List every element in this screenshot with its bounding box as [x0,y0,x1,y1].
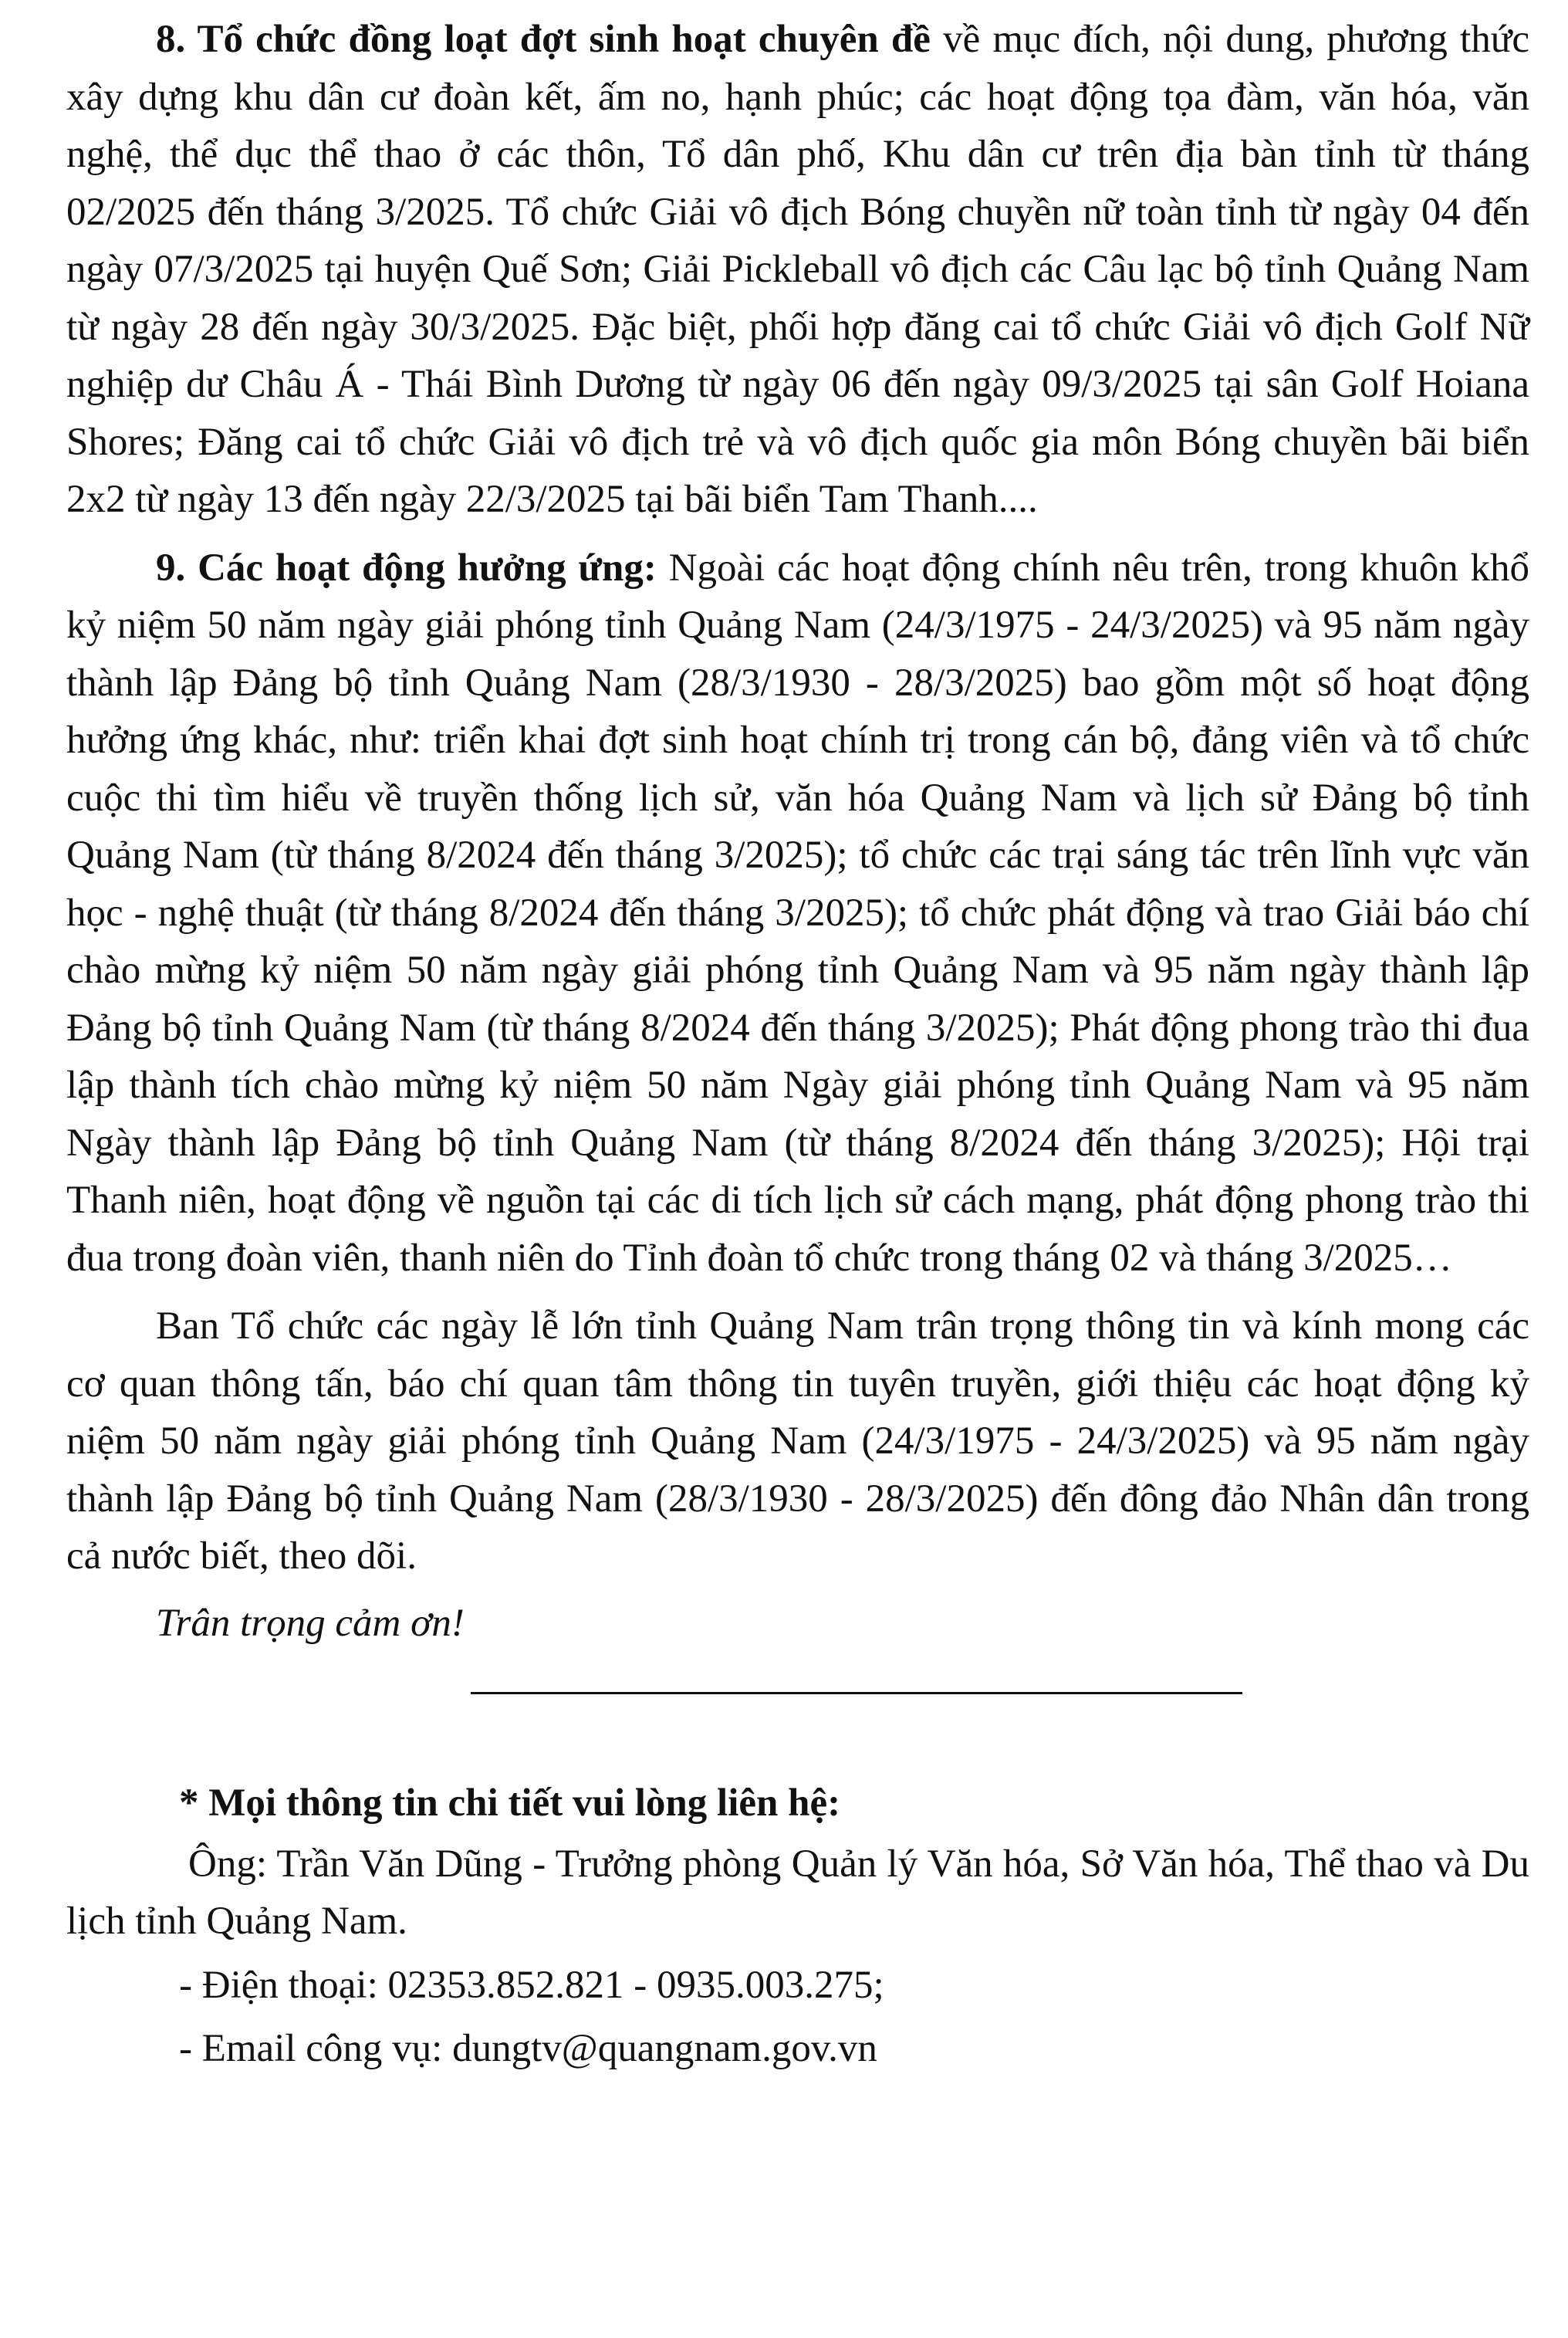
section-9-text: Ngoài các hoạt động chính nêu trên, trong khuôn khổ kỷ niệm 50 năm ngày giải phóng tỉnh Quảng Nam (24/3/1975 - 24/3/2025) và 95 năm ngày thành lập Đảng bộ tỉnh Quảng Nam (28/3/1930 - 28/3/2025) bao gồm một số hoạt động hưởng ứng khác, như: triển khai đợt sinh hoạt chính trị trong cán bộ, đảng viên và tổ chức cuộc thi tìm hiểu về truyền thống lịch sử, văn hóa Quảng Nam và lịch sử Đảng bộ tỉnh Quảng Nam (từ tháng 8/2024 đến tháng 3/2025); tổ chức các trại sáng tác trên lĩnh vực văn học - nghệ thuật (từ tháng 8/2024 đến tháng 3/2025); tổ chức phát động và trao Giải báo chí chào mừng kỷ niệm 50 năm ngày giải phóng tỉnh Quảng Nam và 95 năm ngày thành lập Đảng bộ tỉnh Quảng Nam (từ tháng 8/2024 đến tháng 3/2025); Phát động phong trào thi đua lập thành tích chào mừng kỷ niệm 50 năm Ngày giải phóng tỉnh Quảng Nam và 95 năm Ngày thành lập Đảng bộ tỉnh Quảng Nam (từ tháng 8/2024 đến tháng 3/2025); Hội trại Thanh niên, hoạt động về nguồn tại các di tích lịch sử cách mạng, phát động phong trào thi đua trong đoàn viên, thanh niên do Tỉnh đoàn tổ chức trong tháng 02 và tháng 3/2025… [66,546,1529,1280]
contact-heading: * Mọi thông tin chi tiết vui lòng liên hệ: [179,1781,841,1825]
section-8-text: về mục đích, nội dung, phương thức xây dựng khu dân cư đoàn kết, ấm no, hạnh phúc; các hoạt động tọa đàm, văn hóa, văn nghệ, thể dục thể thao ở các thôn, Tổ dân phố, Khu dân cư trên địa bàn tỉnh từ tháng 02/2025 đến tháng 3/2025. Tổ chức Giải vô địch Bóng chuyền nữ toàn tỉnh từ ngày 04 đến ngày 07/3/2025 tại huyện Quế Sơn; Giải Pickleball vô địch các Câu lạc bộ tỉnh Quảng Nam từ ngày 28 đến ngày 30/3/2025. Đặc biệt, phối hợp đăng cai tổ chức Giải vô địch Golf Nữ nghiệp dư Châu Á - Thái Bình Dương từ ngày 06 đến ngày 09/3/2025 tại sân Golf Hoiana Shores; Đăng cai tổ chức Giải vô địch trẻ và vô địch quốc gia môn Bóng chuyền bãi biển 2x2 từ ngày 13 đến ngày 22/3/2025 tại bãi biển Tam Thanh.... [66,18,1529,521]
contact-person: Ông: Trần Văn Dũng - Trưởng phòng Quản lý Văn hóa, Sở Văn hóa, Thể thao và Du lịch tỉnh Quảng Nam. [66,1842,1529,1943]
section-8-lead: 8. Tổ chức đồng loạt đợt sinh hoạt chuyên đề [156,18,931,61]
thanks-line: Trân trọng cảm ơn! [156,1601,465,1645]
contact-email: - Email công vụ: dungtv@quangnam.gov.vn [179,2027,877,2070]
separator-rule [471,1692,1242,1694]
section-8-paragraph [66,11,1529,529]
contact-phone: - Điện thoại: 02353.852.821 - 0935.003.275; [179,1963,884,2007]
section-9-paragraph [66,540,1529,1287]
document-page [66,11,1529,2078]
closing-paragraph: Ban Tổ chức các ngày lễ lớn tỉnh Quảng Nam trân trọng thông tin và kính mong các cơ quan thông tấn, báo chí quan tâm thông tin tuyên truyền, giới thiệu các hoạt động kỷ niệm 50 năm ngày giải phóng tỉnh Quảng Nam (24/3/1975 - 24/3/2025) và 95 năm ngày thành lập Đảng bộ tỉnh Quảng Nam (28/3/1930 - 28/3/2025) đến đông đảo Nhân dân trong cả nước biết, theo dõi. [66,1304,1529,1578]
section-9-lead: 9. Các hoạt động hưởng ứng: [156,546,657,590]
